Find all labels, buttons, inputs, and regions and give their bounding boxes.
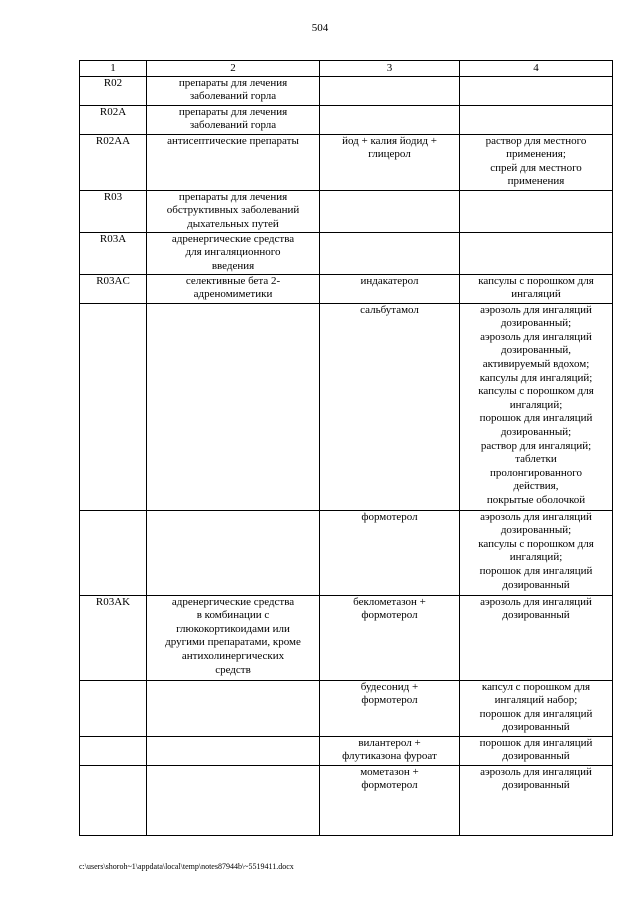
- group-name-cell: [147, 510, 320, 595]
- table-row: [80, 76, 613, 105]
- dosage-form-cell: капсул с порошком для ингаляций набор; порошок для ингаляций дозированный: [460, 680, 613, 736]
- dosage-form-cell: аэрозоль для ингаляций дозированный; аэрозоль для ингаляций дозированный, активируемый вдохом; капсулы для ингаляций; капсулы с порошком для ингаляций; порошок для ингаляций дозированный; раствор для ингаляций; таблетки пролонгированного действия, покрытые оболочкой: [460, 303, 613, 510]
- atc-code-cell: [80, 680, 147, 736]
- atc-code-cell: [80, 303, 147, 510]
- dosage-form-cell: аэрозоль для ингаляций дозированный; капсулы с порошком для ингаляций; порошок для ингаляций дозированный: [460, 510, 613, 595]
- atc-code-cell: R03AK: [80, 595, 147, 680]
- atc-code-cell: R03: [80, 190, 147, 232]
- drug-name-cell: индакатерол: [320, 274, 460, 303]
- drug-name-cell: [320, 190, 460, 232]
- dosage-form-cell: капсулы с порошком для ингаляций: [460, 274, 613, 303]
- table-row: [80, 190, 613, 232]
- atc-code-cell: [80, 510, 147, 595]
- group-name-cell: антисептические препараты: [147, 134, 320, 190]
- footer-file-path: c:\users\shoroh~1\appdata\local\temp\notes87944b\~5519411.docx: [79, 862, 294, 871]
- table-row: [80, 303, 613, 510]
- drug-name-cell: сальбутамол: [320, 303, 460, 510]
- atc-code-cell: [80, 736, 147, 765]
- atc-code-cell: R02AA: [80, 134, 147, 190]
- group-name-cell: препараты для лечения заболеваний горла: [147, 76, 320, 105]
- page-number: 504: [311, 22, 329, 34]
- group-name-cell: [147, 765, 320, 835]
- dosage-form-cell: [460, 190, 613, 232]
- header-cell: 2: [147, 61, 320, 77]
- table-header-row: [80, 61, 613, 77]
- drug-name-cell: [320, 105, 460, 134]
- group-name-cell: адренергические средства в комбинации с глюкокортикоидами или другими препаратами, кроме антихолинергических средств: [147, 595, 320, 680]
- group-name-cell: адренергические средства для ингаляционного введения: [147, 232, 320, 274]
- drug-name-cell: беклометазон + формотерол: [320, 595, 460, 680]
- group-name-cell: [147, 680, 320, 736]
- atc-code-cell: R02: [80, 76, 147, 105]
- atc-code-cell: [80, 765, 147, 835]
- atc-code-cell: R03AC: [80, 274, 147, 303]
- dosage-form-cell: [460, 76, 613, 105]
- group-name-cell: селективные бета 2- адреномиметики: [147, 274, 320, 303]
- dosage-form-cell: раствор для местного применения; спрей для местного применения: [460, 134, 613, 190]
- drug-name-cell: [320, 232, 460, 274]
- header-cell: 1: [80, 61, 147, 77]
- dosage-form-cell: порошок для ингаляций дозированный: [460, 736, 613, 765]
- group-name-cell: [147, 736, 320, 765]
- atc-code-cell: R02A: [80, 105, 147, 134]
- table-row: [80, 510, 613, 595]
- drug-name-cell: вилантерол + флутиказона фуроат: [320, 736, 460, 765]
- drug-name-cell: йод + калия йодид + глицерол: [320, 134, 460, 190]
- dosage-form-cell: [460, 232, 613, 274]
- atc-code-cell: R03A: [80, 232, 147, 274]
- dosage-form-cell: аэрозоль для ингаляций дозированный: [460, 765, 613, 835]
- table-row: [80, 736, 613, 765]
- table-row: [80, 232, 613, 274]
- table-row: [80, 595, 613, 680]
- table-row: [80, 134, 613, 190]
- dosage-form-cell: [460, 105, 613, 134]
- table-row: [80, 765, 613, 835]
- table-row: [80, 105, 613, 134]
- group-name-cell: препараты для лечения заболеваний горла: [147, 105, 320, 134]
- header-cell: 3: [320, 61, 460, 77]
- table-row: [80, 274, 613, 303]
- group-name-cell: препараты для лечения обструктивных заболеваний дыхательных путей: [147, 190, 320, 232]
- table-row: [80, 680, 613, 736]
- drug-table: [79, 60, 613, 836]
- group-name-cell: [147, 303, 320, 510]
- header-cell: 4: [460, 61, 613, 77]
- drug-name-cell: формотерол: [320, 510, 460, 595]
- drug-name-cell: [320, 76, 460, 105]
- drug-name-cell: мометазон + формотерол: [320, 765, 460, 835]
- dosage-form-cell: аэрозоль для ингаляций дозированный: [460, 595, 613, 680]
- drug-name-cell: будесонид + формотерол: [320, 680, 460, 736]
